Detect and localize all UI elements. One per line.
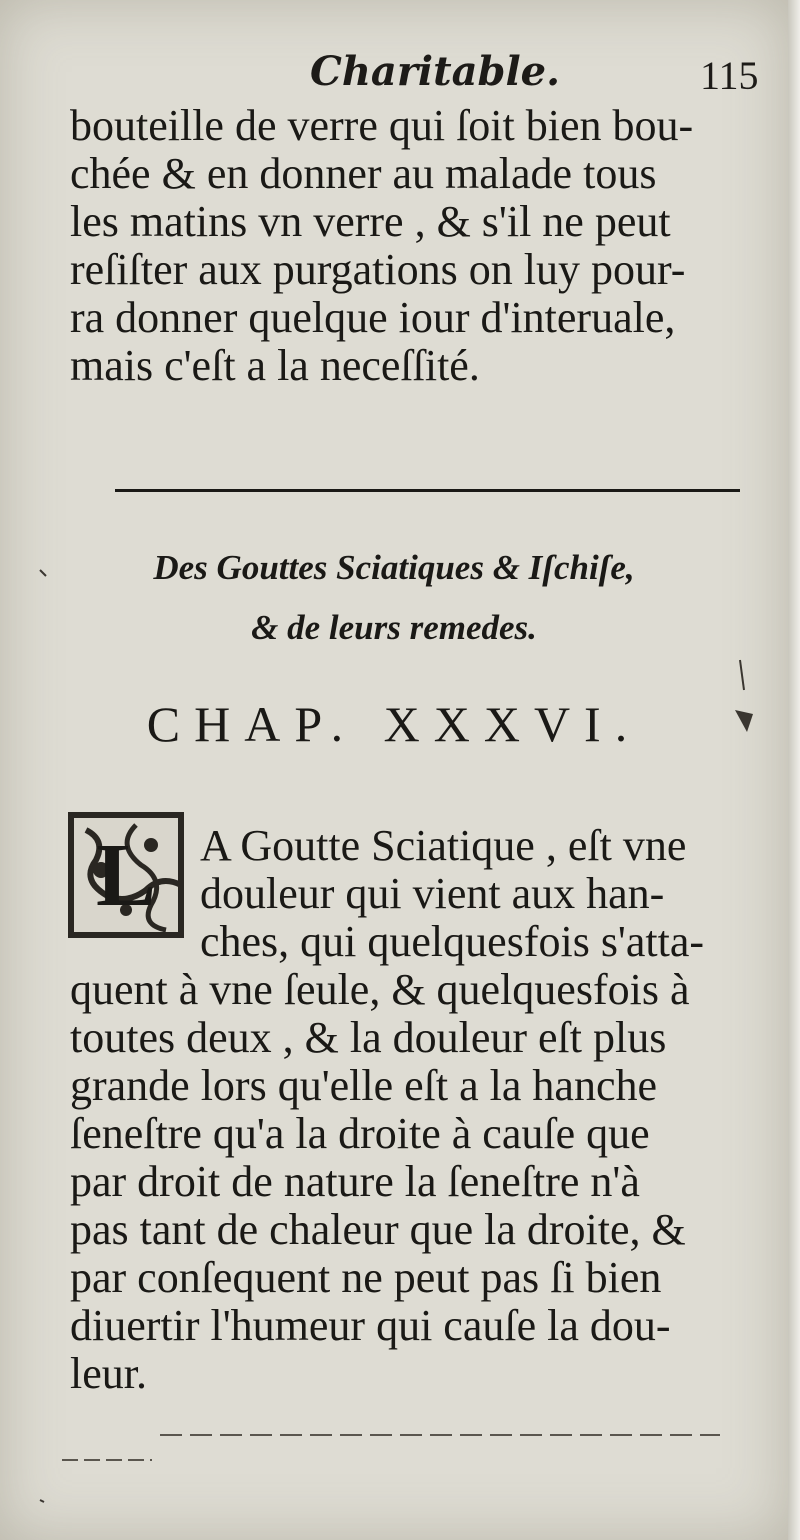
chapter-label: CHAP. XXXVI. — [146, 696, 642, 752]
text-line: douleur qui vient aux han- — [200, 869, 665, 918]
text-line: diuertir l'humeur qui cauſe la dou- — [70, 1301, 671, 1350]
running-head: Charitable. — [310, 48, 561, 95]
drop-cap-letter: L — [95, 826, 157, 925]
text-line: A Goutte Sciatique , eſt vne — [200, 821, 687, 870]
text-line: chée & en donner au malade tous — [70, 149, 657, 198]
text-line: ſeneſtre qu'a la droite à cauſe que — [70, 1109, 650, 1158]
text-line: quent à vne ſeule, & quelquesfois à — [70, 965, 690, 1014]
page-number: 115 — [700, 53, 759, 98]
text-line: bouteille de verre qui ſoit bien bou- — [70, 101, 694, 150]
paragraph-continuation — [70, 102, 770, 390]
text-line: par conſequent ne peut pas ſi bien — [70, 1253, 662, 1302]
section-divider — [115, 489, 740, 492]
text-line: grande lors qu'elle eſt a la hanche — [70, 1061, 657, 1110]
text-line: par droit de nature la ſeneſtre n'à — [70, 1157, 640, 1206]
text-line: ra donner quelque iour d'interuale, — [70, 293, 676, 342]
ornamental-drop-cap — [66, 810, 186, 940]
paragraph-body — [70, 966, 770, 1398]
paragraph-lead-lines — [200, 822, 780, 966]
text-line: ches, qui quelquesfois s'atta- — [200, 917, 705, 966]
text-line: reſiſter aux purgations on luy pour- — [70, 245, 686, 294]
section-heading-line: Des Gouttes Sciatiques & Iſchiſe, — [153, 548, 635, 587]
text-line: pas tant de chaleur que la droite, & — [70, 1205, 686, 1254]
page-header — [0, 44, 788, 104]
section-heading-line: & de leurs remedes. — [251, 608, 537, 647]
text-line: mais c'eſt a la neceſſité. — [70, 341, 480, 390]
text-line: toutes deux , & la douleur eſt plus — [70, 1013, 667, 1062]
text-line: leur. — [70, 1349, 147, 1398]
text-line: les matins vn verre , & s'il ne peut — [70, 197, 671, 246]
page-edge — [788, 0, 800, 1540]
